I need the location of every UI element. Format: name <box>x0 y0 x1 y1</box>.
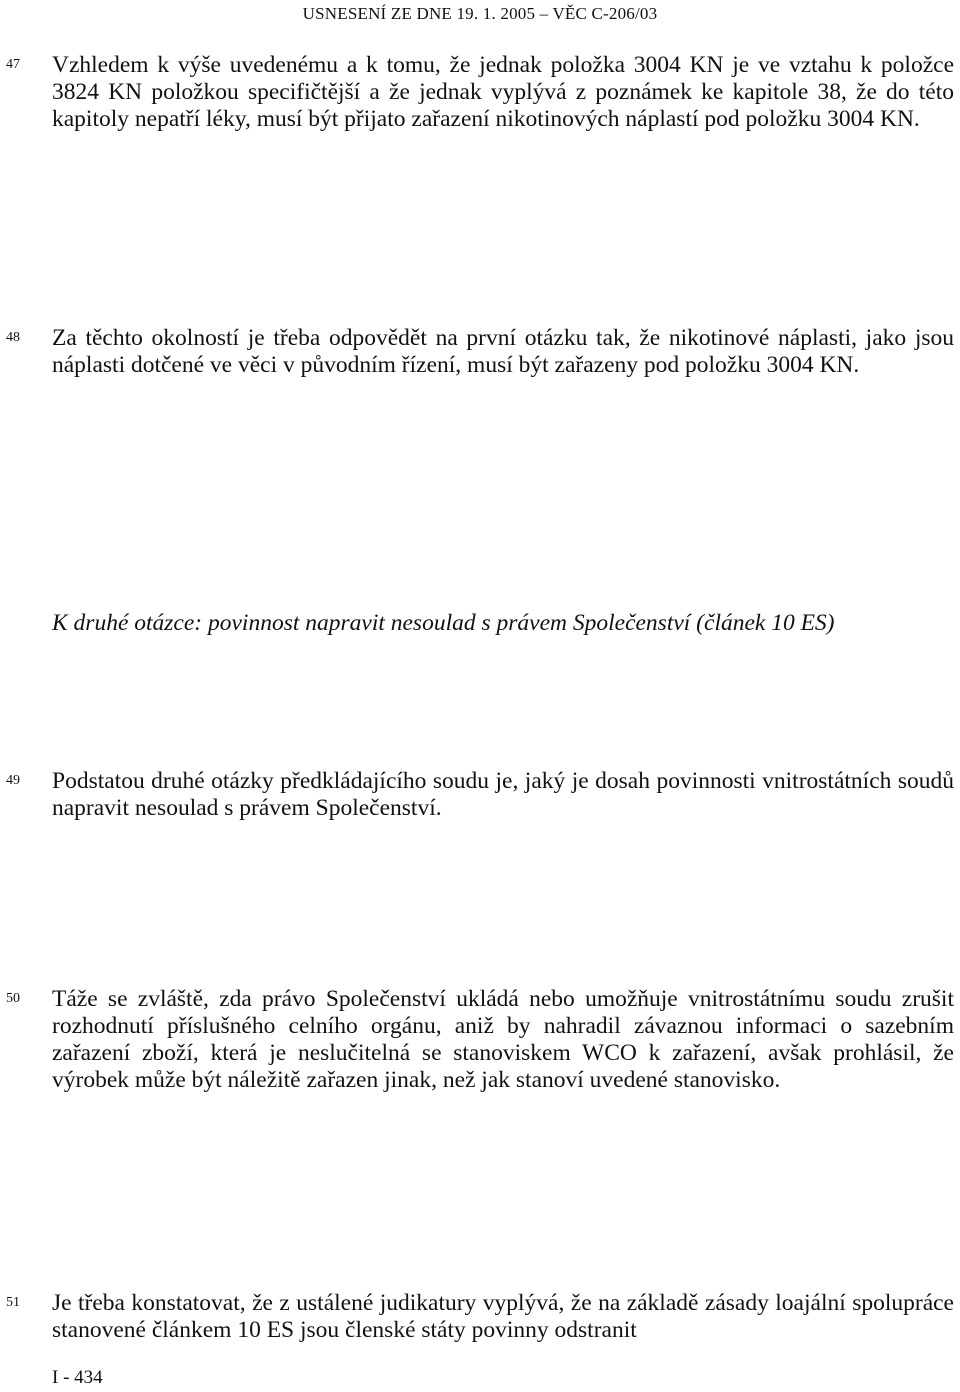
paragraph-number: 47 <box>6 57 20 72</box>
paragraph-text: Je třeba konstatovat, že z ustálené judikatury vyplývá, že na základě zásady loajální spolupráce stanovené článkem 10 ES jsou členské státy povinny odstranit <box>52 1290 954 1343</box>
paragraph-number: 48 <box>6 330 20 345</box>
paragraph-48 <box>6 325 954 379</box>
paragraph-51 <box>6 1290 954 1344</box>
paragraph-number: 49 <box>6 773 20 788</box>
paragraph-text: Za těchto okolností je třeba odpovědět na první otázku tak, že nikotinové náplasti, jako jsou náplasti dotčené ve věci v původním řízení, musí být zařazeny pod položku 3004 KN. <box>52 325 954 378</box>
paragraph-number: 51 <box>6 1295 20 1310</box>
section-heading: K druhé otázce: povinnost napravit nesoulad s právem Společenství (článek 10 ES) <box>52 610 835 636</box>
running-header: USNESENÍ ZE DNE 19. 1. 2005 – VĚC C-206/03 <box>302 4 658 23</box>
page-number: I - 434 <box>52 1367 103 1388</box>
paragraph-50 <box>6 986 954 1094</box>
paragraph-number: 50 <box>6 991 20 1006</box>
paragraph-47 <box>6 52 954 133</box>
paragraph-text: Táže se zvláště, zda právo Společenství ukládá nebo umožňuje vnitrostátnímu soudu zrušit rozhodnutí příslušného celního orgánu, aniž by nahradil závaznou informaci o sazebním zařazení zboží, která je neslučitelná se stanoviskem WCO k zařazení, avšak prohlásil, že výrobek může být náležitě zařazen jinak, než jak stanoví uvedené stanovisko. <box>52 986 954 1093</box>
paragraph-text: Podstatou druhé otázky předkládajícího soudu je, jaký je dosah povinnosti vnitrostátních soudů napravit nesoulad s právem Společenství. <box>52 768 954 821</box>
paragraph-49 <box>6 768 954 822</box>
paragraph-text: Vzhledem k výše uvedenému a k tomu, že jednak položka 3004 KN je ve vztahu k položce 3824 KN položkou specifičtější a že jednak vyplývá z poznámek ke kapitole 38, že do této kapitoly nepatří léky, musí být přijato zařazení nikotinových náplastí pod položku 3004 KN. <box>52 52 954 132</box>
